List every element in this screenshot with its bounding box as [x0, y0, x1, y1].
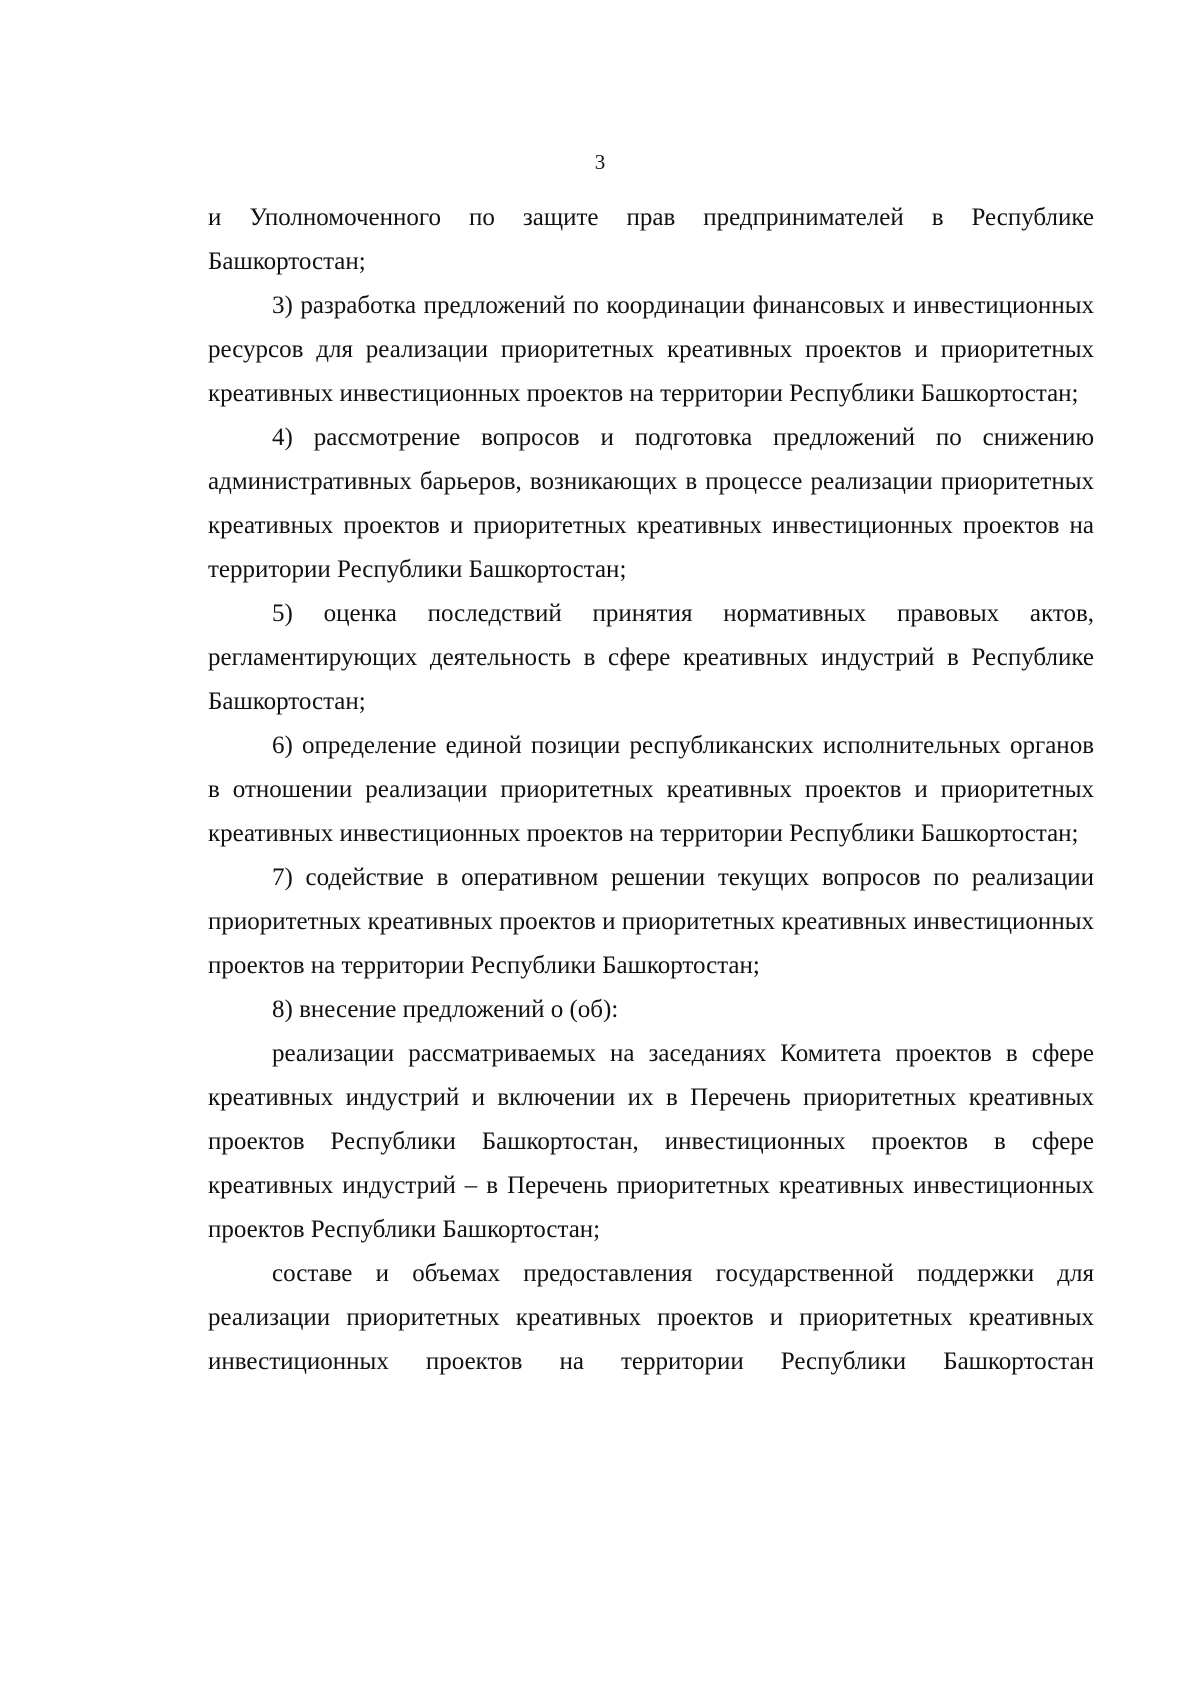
paragraph-item-5: 5) оценка последствий принятия нормативных правовых актов, регламентирующих деятельность в сфере креативных индустрий в Республике Башкортостан;: [208, 600, 1094, 715]
page-number: 3: [594, 150, 606, 174]
paragraph-item-7: 7) содействие в оперативном решении текущих вопросов по реализации приоритетных креативных проектов и приоритетных креативных инвестиционных проектов на территории Республики Башкортостан;: [208, 864, 1094, 979]
paragraph-subitem-realization: реализации рассматриваемых на заседаниях Комитета проектов в сфере креативных индустрий и включении их в Перечень приоритетных креативных проектов Республики Башкортостан, инвестиционных проектов в сфере креативных индустрий – в Перечень приоритетных креативных инвестиционных проектов Республики Башкортостан;: [208, 1040, 1094, 1243]
paragraph-item-6: 6) определение единой позиции республиканских исполнительных органов в отношении реализации приоритетных креативных проектов и приоритетных креативных инвестиционных проектов на территории Республики Башкортостан;: [208, 732, 1094, 847]
paragraph-item-3: 3) разработка предложений по координации финансовых и инвестиционных ресурсов для реализации приоритетных креативных проектов и приоритетных креативных инвестиционных проектов на территории Республики Башкортостан;: [208, 292, 1094, 407]
paragraph-item-4: 4) рассмотрение вопросов и подготовка предложений по снижению административных барьеров, возникающих в процессе реализации приоритетных креативных проектов и приоритетных креативных инвестиционных проектов на территории Республики Башкортостан;: [208, 424, 1094, 583]
paragraph-subitem-support: составе и объемах предоставления государственной поддержки для реализации приоритетных креативных проектов и приоритетных креативных инвестиционных проектов на территории Республики Башкортостан: [208, 1260, 1094, 1375]
paragraph-continuation: и Уполномоченного по защите прав предпринимателей в Республике Башкортостан;: [208, 204, 1094, 275]
paragraph-item-8: 8) внесение предложений о (об):: [272, 996, 619, 1023]
document-body: [208, 196, 1094, 1384]
